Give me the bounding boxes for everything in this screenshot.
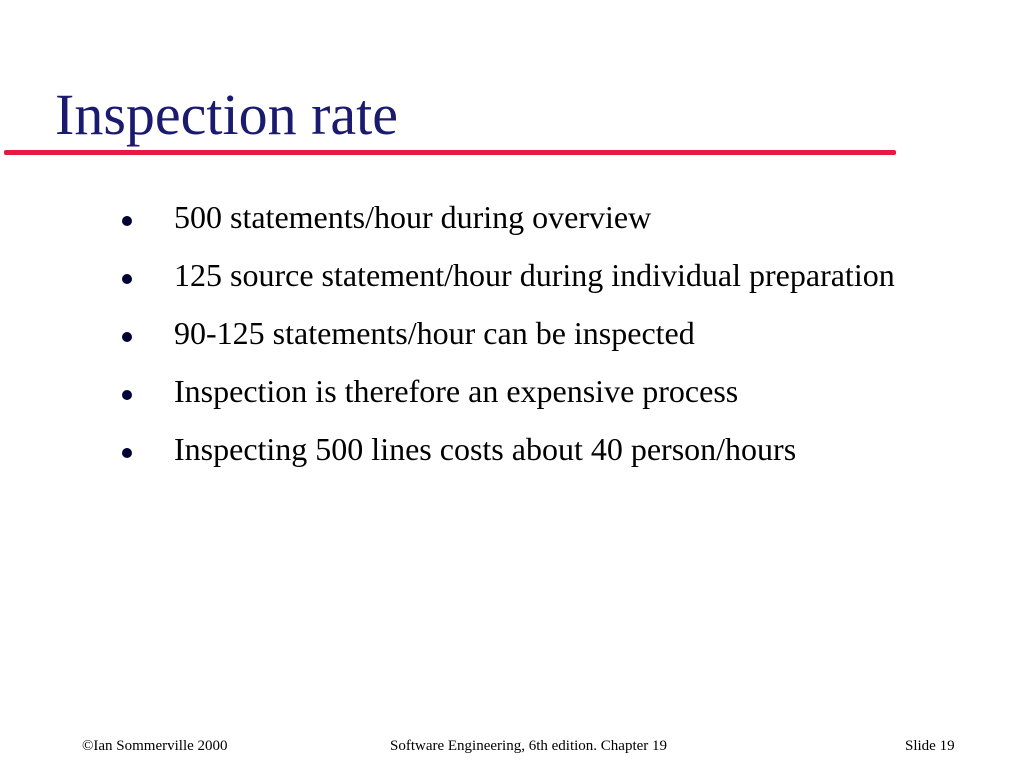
bullet-text: 125 source statement/hour during individual preparation — [174, 257, 895, 293]
bullet-icon — [122, 216, 132, 226]
slide-title: Inspection rate — [55, 82, 399, 147]
bullet-item — [118, 198, 998, 237]
bullet-text: Inspecting 500 lines costs about 40 person/hours — [174, 431, 797, 467]
bullet-item — [118, 256, 998, 295]
bullet-text: 500 statements/hour during overview — [174, 199, 652, 235]
bullet-icon — [122, 448, 132, 458]
bullet-icon — [122, 390, 132, 400]
bullet-icon — [122, 332, 132, 342]
title-underline — [4, 150, 896, 155]
bullet-icon — [122, 274, 132, 284]
bullet-item — [118, 314, 998, 353]
bullet-item — [118, 430, 998, 469]
bullet-text: Inspection is therefore an expensive process — [174, 373, 739, 409]
footer-slide-number: Slide 19 — [905, 738, 955, 754]
footer-book-title: Software Engineering, 6th edition. Chapter 19 — [390, 738, 668, 754]
bullet-text: 90-125 statements/hour can be inspected — [174, 315, 695, 351]
footer-copyright: ©Ian Sommerville 2000 — [82, 738, 228, 754]
bullet-list — [118, 198, 998, 488]
bullet-item — [118, 372, 998, 411]
